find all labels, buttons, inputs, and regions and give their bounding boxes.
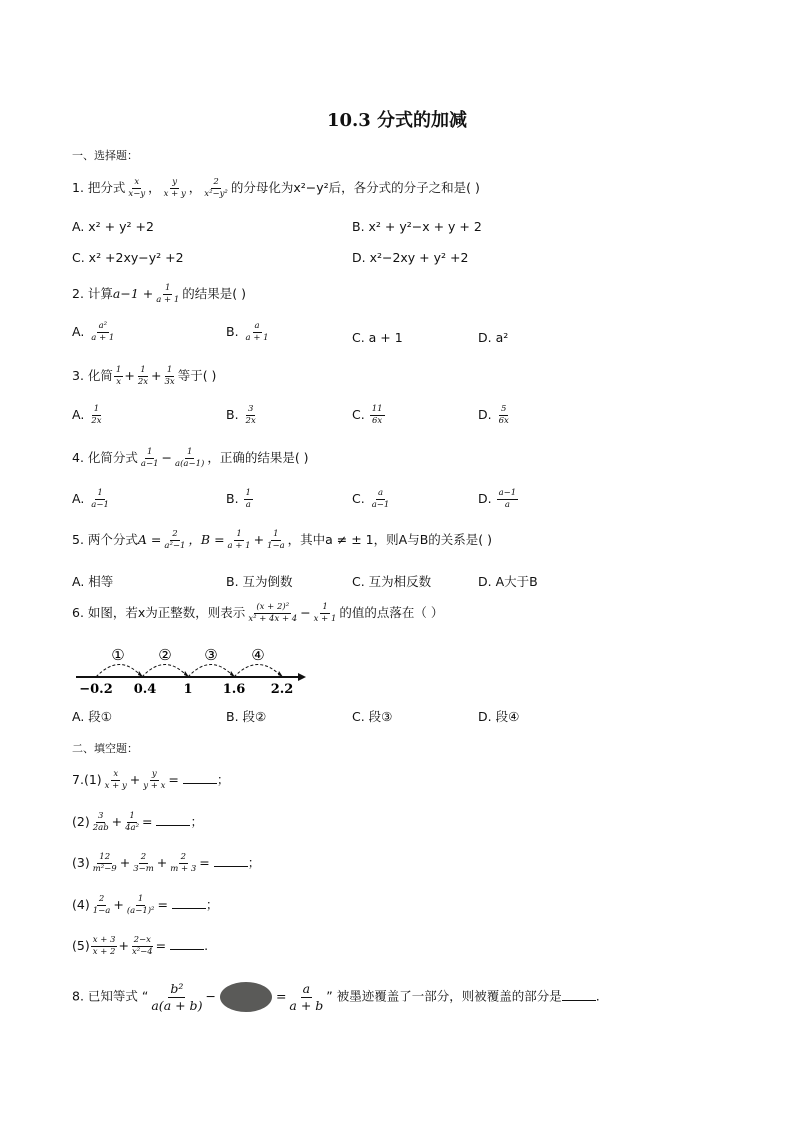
question-7-part-4: (4) $\frac{2}{1-a}$ + $\frac{1}{\text{(a−1)²}}$ = ； [72, 894, 219, 916]
q5-option-b: B. 互为倒数 [226, 574, 293, 589]
question-5: 5. 两个分式A = $\frac{2}{\text{a²−1}}$ ，B = $\frac{1}{a + 1}$ + $\frac{1}{1-a}$ ，其中a ≠ ± 1，则A与B的关系是( ) [72, 529, 492, 551]
q4-suffix: ，正确的结果是( ) [207, 450, 309, 465]
question-7-part-1: 7.(1) $\frac{x}{x + y}$ + $\frac{y}{y + x}$ = ； [72, 769, 230, 791]
tick-label-4: 1.6 [222, 682, 246, 697]
tick-label-5: 2.2 [270, 682, 294, 697]
question-3: 3. 化简 $\frac{1}{x}$ + $\frac{1}{2x}$ + $\frac{1}{3x}$ 等于( ) [72, 365, 217, 387]
q3-option-b: B. $\frac{3}{2x}$ [226, 404, 256, 426]
q2-option-d: D. a² [478, 330, 509, 345]
answer-blank[interactable] [562, 990, 596, 1001]
section-heading-fill: 二、填空题： [72, 742, 138, 755]
q5-suffix: ，其中a ≠ ± 1，则A与B的关系是( ) [287, 532, 492, 547]
q8-prefix: 8. 已知等式 “ [72, 988, 149, 1004]
q1-fraction-2: $\frac{y}{x + y}$ [163, 177, 186, 199]
q1-prefix: 1. 把分式 [72, 180, 126, 195]
question-7-part-2: (2) $\frac{3}{2ab}$ + $\frac{1}{\text{4a²}}$ = ； [72, 811, 203, 833]
q1-fraction-3: $\frac{2}{\text{x²−y²}}$ [204, 177, 228, 199]
segment-arc-3 [188, 665, 234, 678]
q8-suffix: ” 被墨迹覆盖了一部分，则被覆盖的部分是 [326, 988, 562, 1004]
q2-expression: a−1 + [112, 286, 154, 301]
tick-label-3: 1 [183, 682, 193, 697]
segment-arc-1 [96, 665, 142, 678]
q6-option-c: C. 段③ [352, 709, 393, 724]
segment-arc-2 [142, 665, 188, 678]
q1-option-b: B. x² + y²−x + y + 2 [352, 219, 482, 234]
q7-label: 7. [72, 772, 84, 787]
q4-option-a: A. $\frac{1}{a-1}$ [72, 488, 109, 510]
q2-option-c: C. a + 1 [352, 330, 403, 345]
q6-suffix: 的值的点落在（ ） [339, 605, 444, 620]
q6-prefix: 6. 如图，若x为正整数，则表示 [72, 605, 246, 620]
answer-blank[interactable] [156, 815, 190, 826]
number-line-figure [70, 640, 310, 700]
ink-blot [220, 982, 272, 1012]
tick-label-1: −0.2 [79, 682, 113, 697]
q3-prefix: 3. 化简 [72, 368, 113, 383]
q1-option-a: A. x² + y² +2 [72, 219, 154, 234]
question-1: 1. 把分式 $\frac{x}{x-y}$ ， $\frac{y}{x + y}$ ， $\frac{2}{\text{x²−y²}}$ 的分母化为x²−y²后，各分式的分子之和是( ) [72, 177, 480, 199]
number-line-arrow [298, 673, 306, 681]
q6-option-b: B. 段② [226, 709, 267, 724]
segment-label-3: ③ [204, 646, 218, 664]
segment-arc-4 [234, 665, 282, 678]
q5-option-d: D. A大于B [478, 574, 538, 589]
q5-option-c: C. 互为相反数 [352, 574, 432, 589]
question-6: 6. 如图，若x为正整数，则表示 $\frac{\text{(x + 2)²}}{\text{x² + 4x + 4}}$ − $\frac{1}{x + 1}$ 的值的点落在（ ） [72, 602, 444, 624]
page-title: 10.3 分式的加减 [326, 110, 468, 131]
answer-blank[interactable] [172, 898, 206, 909]
q4-option-d: D. $\frac{a-1}{a}$ [478, 488, 517, 510]
q2-prefix: 2. 计算 [72, 286, 113, 301]
q2-fraction: $\frac{1}{a + 1}$ [156, 283, 180, 305]
segment-label-2: ② [158, 646, 172, 664]
tick-label-2: 0.4 [133, 682, 157, 697]
question-2 [72, 284, 246, 305]
q6-option-d: D. 段④ [478, 709, 520, 724]
q3-option-c: C. $\frac{11}{6x}$ [352, 404, 383, 426]
question-7-part-5: (5) $\frac{x + 3}{x + 2}$ + $\frac{2-x}{\text{x²−4}}$ = . [72, 935, 209, 957]
q3-suffix: 等于( ) [177, 368, 217, 383]
q5-prefix: 5. 两个分式 [72, 532, 138, 547]
segment-label-1: ① [111, 646, 125, 664]
q3-option-d: D. $\frac{5}{6x}$ [478, 404, 509, 426]
answer-blank[interactable] [170, 939, 204, 950]
q1-option-d: D. x²−2xy + y² +2 [352, 250, 469, 265]
section-heading-choice: 一、选择题： [72, 149, 138, 162]
q3-option-a: A. $\frac{1}{2x}$ [72, 404, 102, 426]
q6-option-a: A. 段① [72, 709, 112, 724]
question-8: 8. 已知等式 “ $\frac{\text{b²}}{a(a + b)}$ − = $\frac{a}{a + b}$ ” 被墨迹覆盖了一部分，则被覆盖的部分是 . [72, 981, 600, 1013]
q5-option-a: A. 相等 [72, 574, 114, 589]
q1-fraction-1: $\frac{x}{x-y}$ [128, 177, 146, 199]
q1-option-c: C. x² +2xy−y² +2 [72, 250, 184, 265]
q4-prefix: 4. 化简分式 [72, 450, 138, 465]
question-4: 4. 化简分式 $\frac{1}{a-1}$ − $\frac{1}{a(a-1)}$ ，正确的结果是( ) [72, 447, 309, 469]
q4-option-c: C. $\frac{a}{a-1}$ [352, 488, 390, 510]
q2-option-b: B. $\frac{a}{a + 1}$ [226, 321, 269, 343]
segment-label-4: ④ [251, 646, 265, 664]
question-7-part-3: (3) $\frac{12}{\text{m²−9}}$ + $\frac{2}{3-m}$ + $\frac{2}{m + 3}$ = ； [72, 852, 261, 874]
q2-option-a: A. $\frac{\text{a²}}{a + 1}$ [72, 321, 115, 343]
q4-option-b: B. $\frac{1}{a}$ [226, 488, 251, 510]
q2-suffix: 的结果是( ) [182, 286, 246, 301]
answer-blank[interactable] [183, 773, 217, 784]
q1-suffix: 的分母化为x²−y²后，各分式的分子之和是( ) [230, 180, 480, 195]
answer-blank[interactable] [214, 856, 248, 867]
